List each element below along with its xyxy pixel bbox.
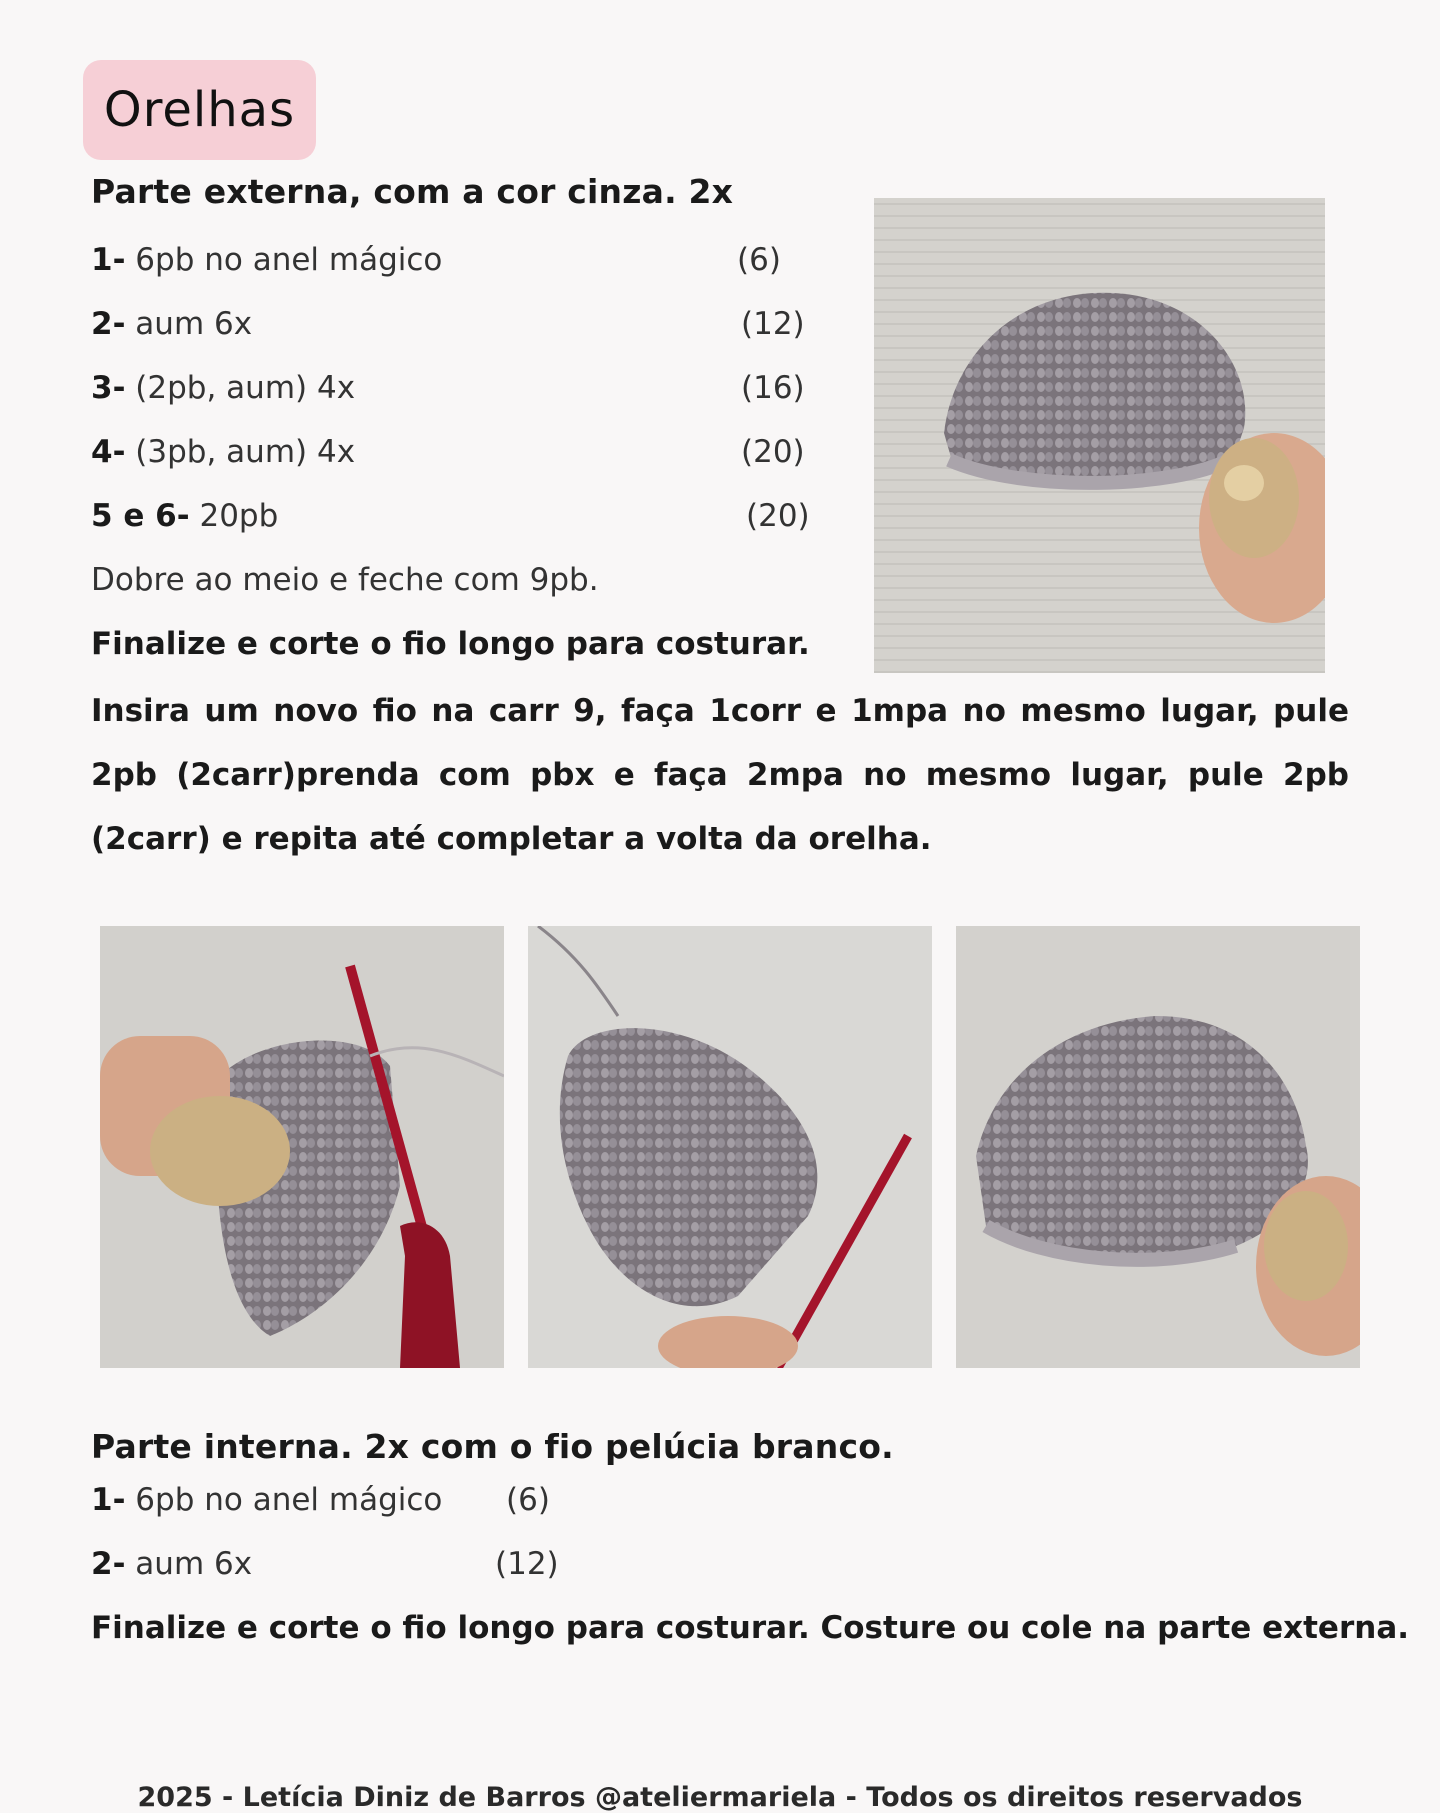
inner-row [91,1482,442,1518]
row-number: 3- [91,370,126,406]
outer-row [91,306,252,342]
row-number: 2- [91,1546,126,1582]
title-badge [83,60,316,160]
photo-step-hook-insert [100,926,504,1368]
row-text: aum 6x [135,306,253,342]
row-count: (16) [741,370,805,406]
row-text: aum 6x [135,1546,253,1582]
row-count: (20) [741,434,805,470]
outer-row [91,370,355,406]
inner-row [91,1546,252,1582]
row-number: 2- [91,306,126,342]
page-title: Orelhas [103,82,296,138]
outer-row [91,242,442,278]
row-text: (2pb, aum) 4x [135,370,356,406]
outer-row [91,434,355,470]
edging-instructions: Insira um novo fio na carr 9, faça 1corr e 1mpa no mesmo lugar, pule 2pb (2carr)prenda com pbx e faça 2mpa no mesmo lugar, pule 2pb (2carr) e repita até completar a volta da orelha. [91,693,1349,857]
copyright-footer: 2025 - Letícia Diniz de Barros @ateliermariela - Todos os direitos reservados [137,1782,1303,1813]
photo-step-edging [528,926,932,1368]
fold-instruction: Dobre ao meio e feche com 9pb. [91,562,599,598]
outer-row [91,498,278,534]
row-text: 6pb no anel mágico [135,1482,443,1518]
finish-instruction: Finalize e corte o fio longo para costurar. [91,626,810,662]
row-text: (3pb, aum) 4x [135,434,356,470]
row-text: 20pb [199,498,279,534]
row-count: (6) [737,242,781,278]
row-text: 6pb no anel mágico [135,242,443,278]
row-count: (20) [746,498,810,534]
row-number: 1- [91,242,126,278]
photo-finished-outer-ear [874,198,1325,673]
row-count: (12) [495,1546,559,1582]
inner-heading: Parte interna. 2x com o fio pelúcia branco. [91,1427,894,1466]
photo-step-finished-edge [956,926,1360,1368]
inner-finish-instruction: Finalize e corte o fio longo para costurar. Costure ou cole na parte externa. [91,1610,1410,1646]
row-count: (12) [741,306,805,342]
row-number: 4- [91,434,126,470]
outer-heading: Parte externa, com a cor cinza. 2x [91,172,734,211]
row-number: 5 e 6- [91,498,190,534]
row-count: (6) [506,1482,550,1518]
row-number: 1- [91,1482,126,1518]
